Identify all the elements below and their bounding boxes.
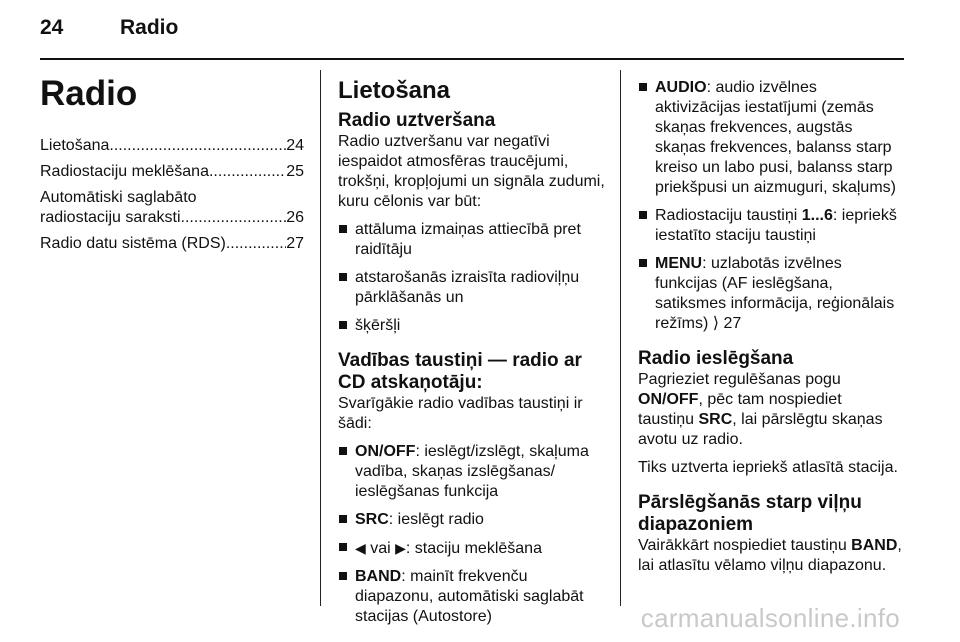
page-header [40, 16, 179, 40]
list-item: BAND: mainīt frekvenču diapazonu, automātiski saglabāt stacijas (Autostore) [338, 567, 608, 627]
toc-entry[interactable]: Automātiski saglabāto radiostaciju saraksti ..... 26 [40, 188, 304, 228]
paragraph: Pagrieziet regulēšanas pogu ON/OFF, pēc tam nospiediet taustiņu SRC, lai pārslēgtu skaņas avotu uz radio. [638, 371, 883, 448]
list-item: šķēršļi [338, 316, 608, 336]
section-heading: Lietošana [338, 77, 451, 104]
list-item: MENU: uzlabotās izvēlnes funkcijas (AF ieslēgšana, satiksmes informācija, reģionālais režīms) ⟩ 27 [638, 254, 902, 334]
paragraph: Svarīgākie radio vadības taustiņi ir šādi: [338, 395, 583, 432]
toc-entry[interactable]: Radio datu sistēma (RDS) ..... 27 [40, 234, 304, 254]
page-reference[interactable]: 27 [719, 315, 742, 332]
arrow-left-icon: ◀ [355, 540, 366, 556]
paragraph: Tiks uztverta iepriekš atlasītā stacija. [638, 459, 898, 476]
paragraph: Radio uztveršanu var negatīvi iespaidot atmosfēras traucējumi, trokšņi, kropļojumi un signāla zudumi, kuru cēlonis var būt: [338, 133, 605, 210]
page-reference-icon[interactable]: ⟩ [712, 315, 720, 332]
chapter-title: Radio [40, 74, 138, 113]
toc-entry[interactable]: Lietošana ..... 24 [40, 136, 304, 156]
column-3 [638, 70, 902, 576]
list-item: ◀ vai ▶: staciju meklēšana [338, 538, 608, 559]
column-2 [338, 70, 608, 627]
subheading: Pārslēgšanās starp viļņu diapazoniem [638, 492, 862, 535]
list-item: attāluma izmaiņas attiecībā pret raidītāju [338, 220, 608, 260]
toc-entry[interactable]: Radiostaciju meklēšana ..... 25 [40, 162, 304, 182]
list-item: ON/OFF: ieslēgt/izslēgt, skaļuma vadība, skaņas izslēgšanas/ ieslēgšanas funkcija [338, 442, 608, 502]
arrow-right-icon: ▶ [395, 540, 406, 556]
list-item: atstarošanās izraisīta radioviļņu pārklāšanās un [338, 268, 608, 308]
section-title: Radio [120, 16, 179, 39]
page-number: 24 [40, 16, 64, 39]
subheading: Radio ieslēgšana [638, 348, 794, 369]
watermark: carmanualsonline.info [640, 603, 900, 633]
list-item: AUDIO: audio izvēlnes aktivizācijas iestatījumi (zemās skaņas frekvences, augstās skaņas frekvences, balanss starp kreiso un labo pusi, balanss starp priekšpusi un aizmuguri, skaļums) [638, 78, 902, 198]
column-divider-2 [620, 70, 621, 606]
column-1 [40, 70, 304, 260]
subheading: Radio uztveršana [338, 110, 496, 131]
header-rule [40, 58, 904, 60]
subheading: Vadības taustiņi — radio ar CD atskaņotāju: [338, 350, 582, 393]
column-divider-1 [320, 70, 321, 606]
list-item: SRC: ieslēgt radio [338, 510, 608, 530]
list-item: Radiostaciju taustiņi 1...6: iepriekš iestatīto staciju taustiņi [638, 206, 902, 246]
paragraph: Vairākkārt nospiediet taustiņu BAND, lai atlasītu vēlamo viļņu diapazonu. [638, 537, 902, 574]
